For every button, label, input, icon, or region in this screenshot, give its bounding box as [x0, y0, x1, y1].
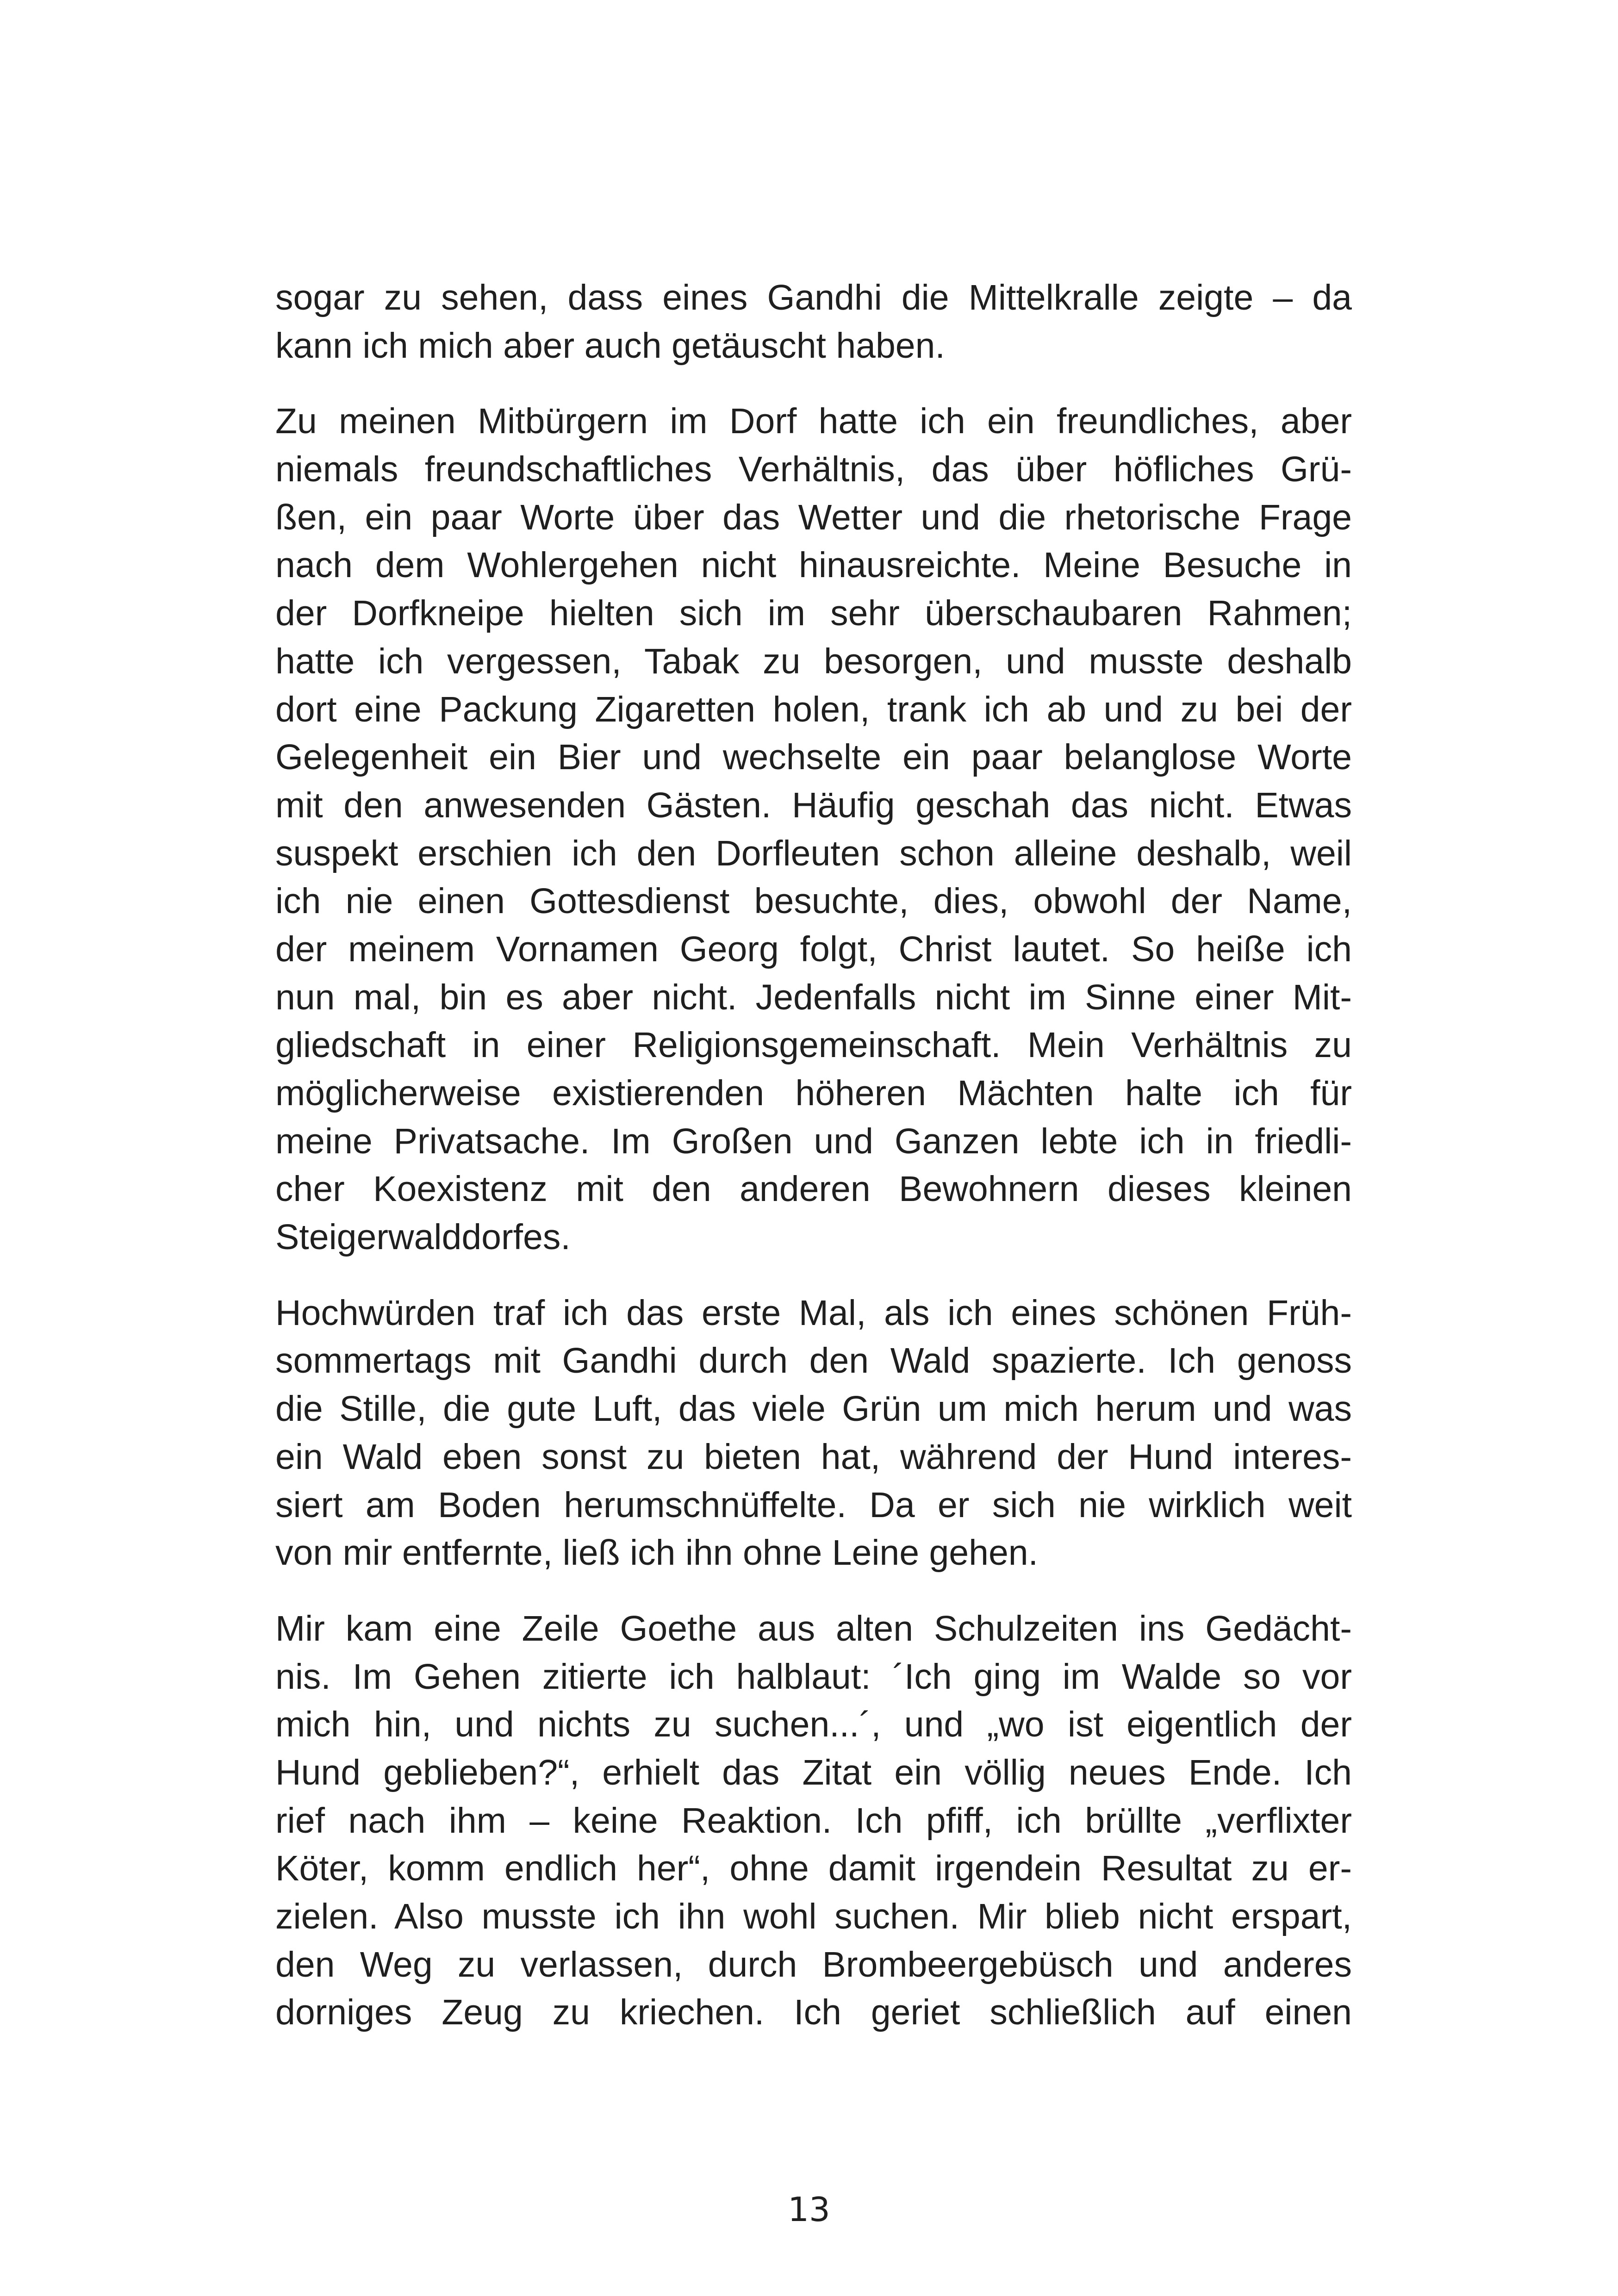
text-line: mich hin, und nichts zu suchen...´, und „wo ist eigentlich der — [275, 1705, 1352, 1745]
text-line: gliedschaft in einer Religionsgemeinschaft. Mein Verhältnis zu — [275, 1025, 1352, 1065]
text-line: ßen, ein paar Worte über das Wetter und die rhetorische Frage — [275, 497, 1352, 537]
text-line: Hund geblieben?“, erhielt das Zitat ein völlig neues Ende. Ich — [275, 1752, 1352, 1792]
text-line: Zu meinen Mitbürgern im Dorf hatte ich ein freundliches, aber — [275, 401, 1352, 442]
text-line: Köter, komm endlich her“, ohne damit irgendein Resultat zu er- — [275, 1848, 1352, 1889]
text-line: Mir kam eine Zeile Goethe aus alten Schulzeiten ins Gedächt- — [275, 1608, 1352, 1649]
text-line: nach dem Wohlergehen nicht hinausreichte. Meine Besuche in — [275, 545, 1352, 585]
text-line: meine Privatsache. Im Großen und Ganzen lebte ich in friedli- — [275, 1121, 1352, 1161]
text-line: cher Koexistenz mit den anderen Bewohnern dieses kleinen — [275, 1169, 1352, 1209]
text-line: Hochwürden traf ich das erste Mal, als ich eines schönen Früh- — [275, 1293, 1352, 1333]
text-line: siert am Boden herumschnüffelte. Da er sich nie wirklich weit — [275, 1485, 1352, 1525]
text-line: dorniges Zeug zu kriechen. Ich geriet schließlich auf einen — [275, 1992, 1352, 2033]
paragraph-spacing — [275, 370, 1352, 398]
page-number: 13 — [788, 2190, 830, 2229]
text-line: nis. Im Gehen zitierte ich halblaut: ´Ich ging im Walde so vor — [275, 1656, 1352, 1697]
text-line: hatte ich vergessen, Tabak zu besorgen, und musste deshalb — [275, 641, 1352, 681]
text-line: sogar zu sehen, dass eines Gandhi die Mittelkralle zeigte – da — [275, 278, 1352, 317]
text-line: möglicherweise existierenden höheren Mächten halte ich für — [275, 1073, 1352, 1113]
text-line: die Stille, die gute Luft, das viele Grün um mich herum und was — [275, 1389, 1352, 1429]
text-line: zielen. Also musste ich ihn wohl suchen. Mir blieb nicht erspart, — [275, 1897, 1352, 1936]
paragraph-1 — [275, 274, 1352, 370]
paragraph-2 — [275, 398, 1352, 1261]
text-line: niemals freundschaftliches Verhältnis, das über höfliches Grü- — [275, 449, 1352, 490]
text-line: der meinem Vornamen Georg folgt, Christ lautet. So heiße ich — [275, 929, 1352, 969]
text-line: nun mal, bin es aber nicht. Jedenfalls nicht im Sinne einer Mit- — [275, 977, 1352, 1017]
paragraph-spacing — [275, 1262, 1352, 1289]
body-text — [275, 274, 1352, 2037]
text-line: Steigerwalddorfes. — [275, 1217, 571, 1257]
paragraph-4 — [275, 1605, 1352, 2037]
text-line: sommertags mit Gandhi durch den Wald spazierte. Ich genoss — [275, 1341, 1352, 1381]
text-line: ein Wald eben sonst zu bieten hat, während der Hund interes- — [275, 1437, 1352, 1477]
text-line: von mir entfernte, ließ ich ihn ohne Leine gehen. — [275, 1533, 1038, 1573]
paragraph-3 — [275, 1289, 1352, 1577]
text-line: Gelegenheit ein Bier und wechselte ein paar belanglose Worte — [275, 737, 1352, 778]
text-line: dort eine Packung Zigaretten holen, trank ich ab und zu bei der — [275, 689, 1352, 729]
text-line: suspekt erschien ich den Dorfleuten schon alleine deshalb, weil — [275, 833, 1352, 873]
text-line: kann ich mich aber auch getäuscht haben. — [275, 325, 945, 366]
text-line: mit den anwesenden Gästen. Häufig geschah das nicht. Etwas — [275, 785, 1352, 825]
text-line: rief nach ihm – keine Reaktion. Ich pfiff, ich brüllte „verflixter — [275, 1800, 1352, 1841]
paragraph-spacing — [275, 1577, 1352, 1605]
text-line: ich nie einen Gottesdienst besuchte, dies, obwohl der Name, — [275, 881, 1352, 921]
text-line: den Weg zu verlassen, durch Brombeergebüsch und anderes — [275, 1944, 1352, 1985]
text-line: der Dorfkneipe hielten sich im sehr überschaubaren Rahmen; — [275, 593, 1352, 634]
